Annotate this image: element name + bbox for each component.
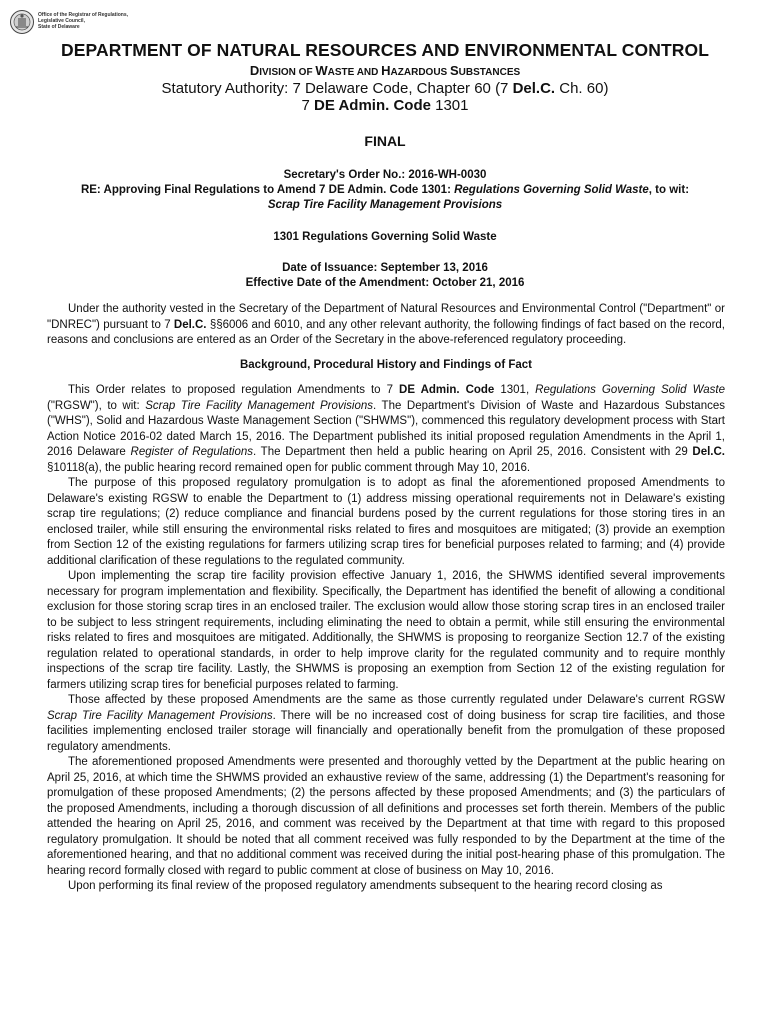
background-paragraph-5: The aforementioned proposed Amendments were presented and thoroughly vetted by the Department at the public hearing on April 25, 2016, at which time the SHWMS provided an exhaustive review of the same, addressing (1) the Department's reasoning for promulgation of these proposed Amendments; (2) the persons affected by these proposed Amendments; and (3) the particulars of the proposed Amendments, including a thorough discussion of all definitions and processes set forth therein. Members of the public attended the hearing on April 25, 2016, and comment was received by the Department at that time with regard to this proposed regulatory promulgation. It should be noted that all comment received was fully responded to by the Department at the time of the aforementioned hearing, and that no additional comment was received during the initial post-hearing phase of this promulgation. The hearing record formally closed with regard to public comment at close of business on May 10, 2016. — [47, 756, 725, 877]
background-paragraph-4: Those affected by these proposed Amendments are the same as those currently regulated under Delaware's current RGSW Scrap Tire Facility Management Provisions. There will be no increased cost of doing business for scrap tire facilities, and those facilities implementing enclosed trailer storage will financially and operationally benefit from the promulgation of these proposed regulatory amendments. — [47, 694, 725, 753]
admin-code: 7 DE Admin. Code 1301 — [301, 97, 469, 114]
background-paragraph-3: Upon implementing the scrap tire facility provision effective January 1, 2016, the SHWMS identified several improvements necessary for program implementation and flexibility. Specifically, the Department has identified the benefit of allowing a conditional exclusion for those storing scrap tires in an enclosed trailer. The exclusion would allow those storing scrap tires in an enclosed trailer to be subject to less stringent requirements, including eliminating the need to obtain a permit, while still ensuring the environmental risks related to fires and mosquitoes are mitigated. Additionally, the SHWMS is proposing to reorganize Section 12.7 of the existing regulation related to operational standards, in order to help improve clarity for the regulated community and to require monthly inspections of the scrap tire facility. Lastly, the SHWMS is proposing an exemption from Section 12 of the existing regulation for farmers utilizing scrap tires for beneficial purposes related to farming. — [47, 570, 725, 691]
background-paragraph-1: This Order relates to proposed regulation Amendments to 7 DE Admin. Code 1301, Regulations Governing Solid Waste ("RGSW"), to wit: Scrap Tire Facility Management Provisions. The Department's Division of Waste and Hazardous Substances ("WHS"), Solid and Hazardous Waste Management Section ("SHWMS"), commenced this regulatory development process with Start Action Notice 2016-02 dated March 15, 2016. The Department published its initial proposed regulation Amendments in the April 1, 2016 Delaware Register of Regulations. The Department then held a public hearing on April 25, 2016. Consistent with 29 Del.C. §10118(a), the public hearing record remained open for public comment through May 10, 2016. — [47, 384, 725, 474]
statutory-authority: Statutory Authority: 7 Delaware Code, Chapter 60 (7 Del.C. Ch. 60) — [161, 80, 609, 97]
registrar-logo — [10, 10, 128, 34]
state-seal-icon — [10, 10, 34, 34]
division-title: DIVISION OF WASTE AND HAZARDOUS SUBSTANCES — [249, 63, 521, 78]
order-re-subject: Scrap Tire Facility Management Provisions — [267, 199, 503, 211]
registrar-line-1: Office of the Registrar of Regulations, — [38, 12, 129, 18]
registrar-line-3: State of Delaware — [38, 24, 80, 30]
registrar-line-2: Legislative Council, — [38, 18, 85, 24]
background-heading: Background, Procedural History and Findings of Fact — [239, 358, 532, 371]
issuance-date: Date of Issuance: September 13, 2016 — [282, 262, 488, 274]
background-paragraph-6: Upon performing its final review of the proposed regulatory amendments subsequent to the hearing record closing as — [68, 880, 663, 892]
final-label: FINAL — [364, 133, 406, 149]
intro-paragraph: Under the authority vested in the Secretary of the Department of Natural Resources and Environmental Control ("Department" or "DNREC") pursuant to 7 Del.C. §§6006 and 6010, and any other relevant authority, the following findings of fact based on the record, reasons and conclusions are entered as an Order of the Secretary in the above-referenced regulatory proceeding. — [47, 303, 725, 346]
regulation-title: 1301 Regulations Governing Solid Waste — [273, 231, 497, 243]
order-body — [47, 302, 725, 895]
effective-date: Effective Date of the Amendment: October 21, 2016 — [245, 277, 525, 289]
order-re-line: RE: Approving Final Regulations to Amend 7 DE Admin. Code 1301: Regulations Governing Solid Waste, to wit: — [80, 184, 690, 196]
department-title: DEPARTMENT OF NATURAL RESOURCES AND ENVIRONMENTAL CONTROL — [60, 40, 709, 60]
background-paragraph-2: The purpose of this proposed regulatory promulgation is to adopt as final the aforementioned proposed Amendments to Delaware's existing RGSW to enable the Department to (1) address missing operational requirements not in Delaware's existing scrap tire regulations; (2) reduce compliance and financial burdens posed by the current regulations for those storing tires in an enclosed trailer, while still ensuring the environmental risks related to fires and mosquitoes are mitigated; (3) provide an exemption from Section 12 of the existing regulations for farmers utilizing scrap tires for beneficial purposes related to farming; and (4) provide additional clarification of these regulations to the regulated community. — [47, 477, 725, 567]
registrar-text — [38, 12, 128, 30]
secretary-order-number: Secretary's Order No.: 2016-WH-0030 — [283, 169, 487, 181]
